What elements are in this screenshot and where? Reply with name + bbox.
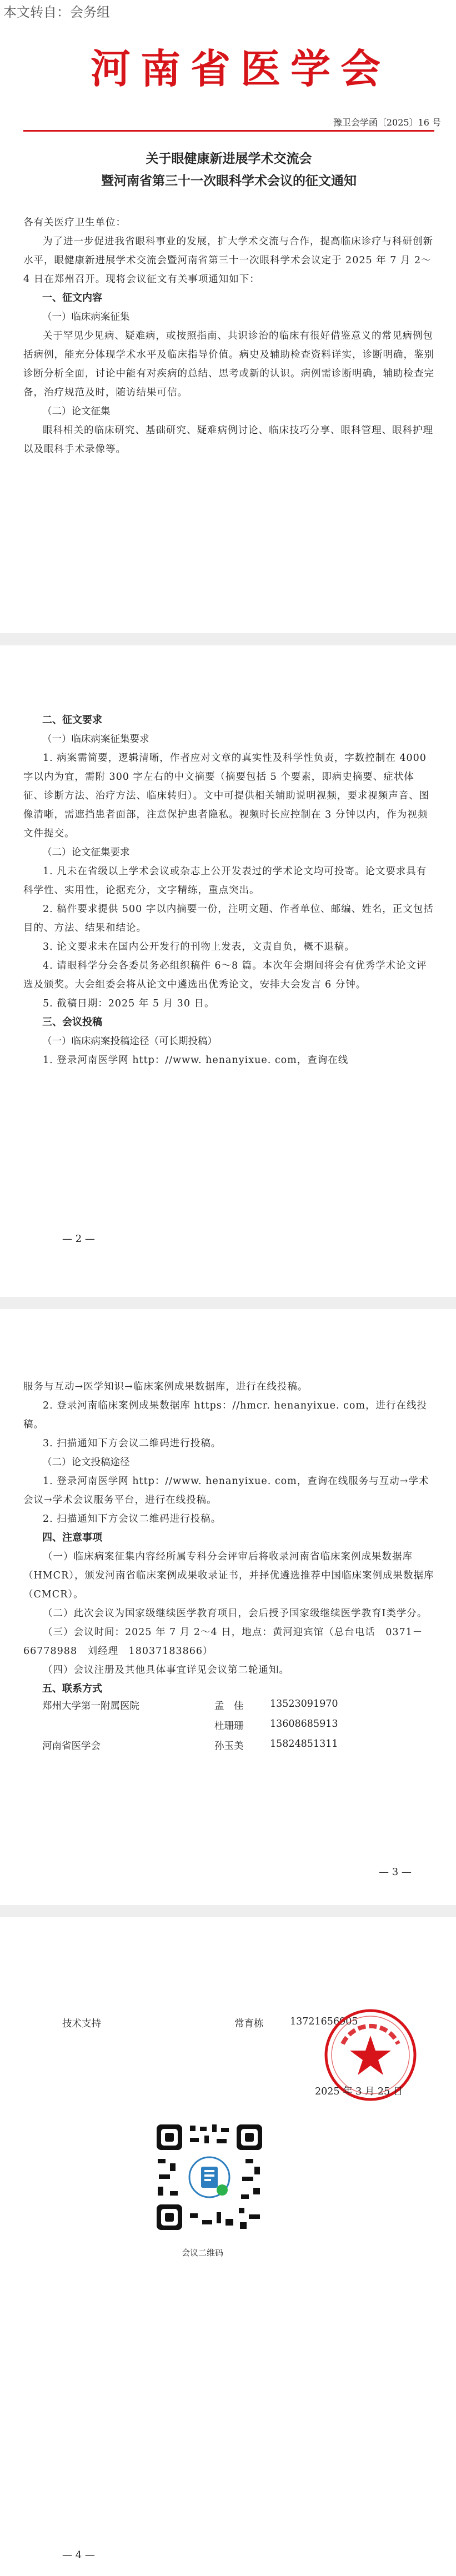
section-2-2-heading: （二）论文征集要求 — [42, 847, 130, 858]
section-4-p1: （一）临床病案征集内容经所属专科分会评审后将收录河南省临床案例成果数据库（HMCR），颁发河南省临床案例成果收录证书，并择优遴选推荐中国临床案例成果数据库（CMCR）。 — [23, 1551, 434, 1600]
intro-paragraph: 为了进一步促进我省眼科事业的发展，扩大学术交流与合作，提高临床诊疗与科研创新水平，眼健康新进展学术交流会暨河南省第三十一次眼科学术会议定于 2025 年 7 月 2～4 日在郑州召开。现将会议征文有关事项通知如下： — [23, 236, 433, 285]
notice-title-line2: 暨河南省第三十一次眼科学术会议的征文通知 — [101, 174, 357, 188]
section-2-2-p5: 5. 截稿日期：2025 年 5 月 30 日。 — [43, 998, 215, 1009]
section-1-2-heading: （二）论文征集 — [42, 406, 111, 417]
section-3-2-p1: 1. 登录河南医学网 http：//www. henanyixue. com，查询在线服务与互动→学术会议→学术会议服务平台，进行在线投稿。 — [23, 1476, 429, 1506]
contact-org: 郑州大学第一附属医院 — [42, 1701, 139, 1712]
section-1-heading: 一、征文内容 — [42, 292, 102, 304]
page-2 — [23, 666, 456, 1266]
section-2-heading: 二、征文要求 — [42, 714, 102, 726]
page-gap — [0, 1905, 456, 1917]
section-3-1-p2: 2. 登录河南临床案例成果数据库 https：//hmcr. henanyixue. com，进行在线投稿。 — [23, 1400, 428, 1430]
section-2-1-p1: 1. 病案需简要，逻辑清晰，作者应对文章的真实性及科学性负责，字数控制在 4000 字以内为宜，需附 300 字左右的中文摘要（摘要包括 5 个要素，即病史摘要、症状体征、诊断方法、治疗方法、临床转归）。文中可提供相关辅助说明视频，要求视频声音、图像清晰，需遮挡患者面部，注意保护患者隐私。视频时长应控制在 3 分钟以内，作为视频文件提交。 — [23, 753, 430, 839]
contact-list — [23, 1698, 434, 1760]
section-4-p2: （二）此次会议为国家级继续医学教育项目，会后授予国家级继续医学教育Ⅰ类学分。 — [43, 1608, 428, 1619]
contact-row — [42, 1738, 431, 1752]
section-2-1-heading: （一）临床病案征集要求 — [42, 734, 149, 745]
section-3-2-p2: 2. 扫描通知下方会议二维码进行投稿。 — [43, 1513, 222, 1525]
qr-caption: 会议二维码 — [182, 2248, 224, 2258]
contact-name: 孙玉美 — [214, 1741, 244, 1752]
contact-row — [42, 1698, 431, 1712]
page-2-body — [23, 711, 434, 1070]
tech-support-label: 技术支持 — [62, 2018, 101, 2029]
red-divider — [23, 130, 434, 132]
section-4-p3: （三）会议时间：2025 年 7 月 2～4 日，地点：黄河迎宾馆（总台电话 0371－66778988 刘经理 18037183866） — [23, 1627, 423, 1657]
section-2-2-p1: 1. 凡未在省级以上学术会议或杂志上公开发表过的学术论文均可投寄。论文要求具有科学性、实用性，论据充分，文字精练，重点突出。 — [23, 866, 427, 896]
section-3-heading: 三、会议投稿 — [42, 1016, 102, 1028]
section-3-1-heading: （一）临床病案投稿途径（可长期投稿） — [42, 1036, 217, 1047]
page-3-body — [23, 1377, 434, 1760]
section-1-2-text: 眼科相关的临床研究、基础研究、疑难病例讨论、临床技巧分享、眼科管理、眼科护理以及眼科手术录像等。 — [23, 425, 433, 455]
org-red-header: 河南省医学会 — [90, 45, 390, 92]
section-1-1-text: 关于罕见少见病、疑难病，或按照指南、共识诊治的临床有很好借鉴意义的常见病例包括病例，能充分体现学术水平及临床指导价值。病史及辅助检查资料详实，诊断明确，鉴别诊断分析全面，讨论中能有对疾病的总结、思考或新的认识。病例需诊断明确，辅助检查完备，治疗规范及时，随访结果可信。 — [23, 330, 434, 398]
contact-org: 河南省医学会 — [42, 1741, 101, 1752]
page-number-4: — 4 — — [62, 2549, 95, 2561]
contact-phone: 15824851311 — [270, 1738, 338, 1750]
addressee: 各有关医疗卫生单位： — [23, 217, 126, 228]
section-1-1-heading: （一）临床病案征集 — [42, 312, 130, 323]
section-4-heading: 四、注意事项 — [42, 1532, 102, 1543]
repost-label: 本文转自：会务组 — [3, 4, 110, 20]
section-3-2-heading: （二）论文投稿途径 — [42, 1457, 130, 1468]
section-3-1-p1a: 1. 登录河南医学网 http：//www. henanyixue. com，查询在线 — [43, 1055, 349, 1066]
doc-number: 豫卫会学函〔2025〕16 号 — [333, 117, 441, 128]
page-3 — [23, 1333, 456, 1888]
contact-phone: 13608685913 — [270, 1718, 338, 1730]
page-1-body — [23, 213, 434, 459]
section-2-2-p4: 4. 请眼科学分会各委员务必组织稿件 6～8 篇。本次年会期间将会有优秀学术论文评选及颁奖。大会组委会将从论文中遴选出优秀论文，安排大会发言 6 分钟。 — [23, 960, 427, 990]
section-3-1-p1b: 服务与互动→医学知识→临床案例成果数据库，进行在线投稿。 — [23, 1381, 308, 1392]
tech-support-phone: 13721656905 — [290, 2016, 358, 2027]
contact-name: 杜珊珊 — [214, 1721, 244, 1732]
page-1 — [23, 24, 456, 619]
section-2-2-p3: 3. 论文要求未在国内公开发行的刊物上发表，文责自负，概不退稿。 — [43, 941, 355, 953]
contact-name: 孟 佳 — [214, 1701, 244, 1712]
section-3-1-p3: 3. 扫描通知下方会议二维码进行投稿。 — [43, 1438, 222, 1449]
page-number-3: — 3 — — [379, 1866, 412, 1878]
contact-phone: 13523091970 — [270, 1698, 338, 1710]
section-5-heading: 五、联系方式 — [42, 1683, 102, 1695]
page-gap — [0, 1297, 456, 1309]
section-2-2-p2: 2. 稿件要求提供 500 字以内摘要一份，注明文题、作者单位、邮编、姓名，正文包括目的、方法、结果和结论。 — [23, 904, 434, 934]
page-number-2: — 2 — — [62, 1233, 95, 1245]
notice-title-line1: 关于眼健康新进展学术交流会 — [146, 152, 312, 166]
page-4 — [23, 1938, 456, 2572]
tech-support-name: 常育栋 — [234, 2018, 264, 2029]
page-gap — [0, 633, 456, 645]
sign-date: 2025 年 3 月 25 日 — [315, 2086, 403, 2097]
section-4-p4: （四）会议注册及其他具体事宜详见会议第二轮通知。 — [43, 1665, 289, 1676]
meeting-qr-code-icon[interactable] — [151, 2119, 268, 2236]
